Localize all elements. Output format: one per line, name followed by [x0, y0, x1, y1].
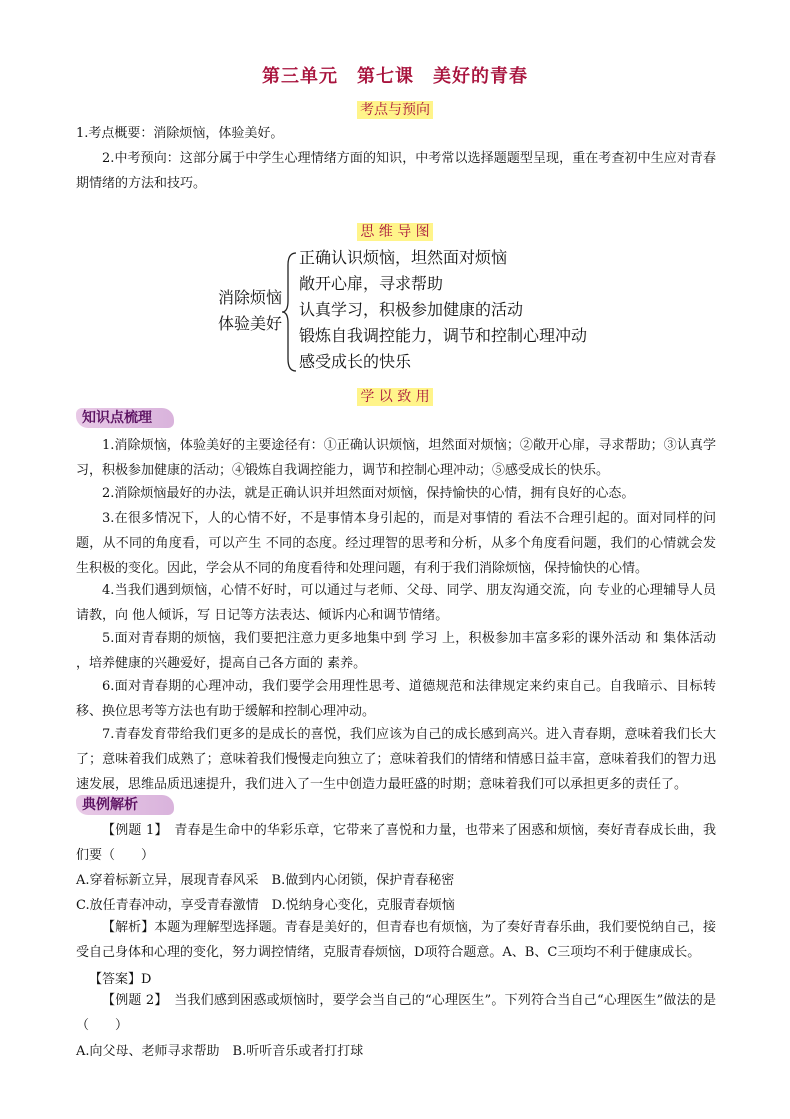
mindmap-branch-5: 感受成长的快乐	[299, 352, 412, 371]
mindmap-center-line-1: 消除烦恼	[218, 288, 283, 307]
mindmap-brace	[280, 251, 300, 373]
section-siwei	[0, 221, 790, 241]
kaodian-item-1: 1.考点概要：消除烦恼，体验美好。	[76, 126, 284, 141]
tag-zhishi: 知识点梳理	[76, 408, 174, 428]
zhishi-item-7: 7.青春发育带给我们更多的是成长的喜悦，我们应该为自己的成长感到高兴。进入青春期，意味着我们长大了；意味着我们成熟了；意味着我们慢慢走向独立了；意味着我们的情绪和情感日益丰富，意味着我们的智力迅速发展，思维品质迅速提升，我们进入了一生中创造力最旺盛的时期；意味着我们可以承担更多的责任了。	[76, 727, 716, 792]
example-2-options-ab: A.向父母、老师寻求帮助 B.听听音乐或者打打球	[76, 1044, 364, 1059]
mindmap-branch-4: 锻炼自我调控能力，调节和控制心理冲动	[299, 326, 588, 345]
mindmap-branch-2: 敞开心扉，寻求帮助	[299, 274, 444, 293]
zhishi-item-1: 1.消除烦恼，体验美好的主要途径有：①正确认识烦恼，坦然面对烦恼；②敞开心扉，寻求帮助；③认真学习，积极参加健康的活动；④锻炼自我调控能力，调节和控制心理冲动；⑤感受成长的快乐。	[76, 438, 716, 478]
example-1-analysis: 【解析】本题为理解型选择题。青春是美好的，但青春也有烦恼，为了奏好青春乐曲，我们要悦纳自己，接受自己身体和心理的变化，努力调控情绪，克服青春烦恼，D项符合题意。A、B、C三项均不利于健康成长。	[76, 920, 716, 960]
mindmap-branch-1: 正确认识烦恼，坦然面对烦恼	[299, 248, 508, 267]
zhishi-item-3: 3.在很多情况下，人的心情不好，不是事情本身引起的，而是对事情的 看法不合理引起的。面对同样的问题，从不同的角度看，可以产生 不同的态度。经过理智的思考和分析，从多个角度看问题，我们的心情就会发生积极的变化。因此，学会从不同的角度看待和处理问题，有利于我们消除烦恼，保持愉快的心情。	[76, 511, 716, 576]
zhishi-item-5: 5.面对青春期的烦恼，我们要把注意力更多地集中到 学习 上，积极参加丰富多彩的课外活动 和 集体活动 ，培养健康的兴趣爱好，提高自己各方面的 素养。	[76, 631, 716, 671]
example-1-answer: 【答案】D	[89, 972, 152, 987]
example-1-stem: 【例题 1】 青春是生命中的华彩乐章，它带来了喜悦和力量，也带来了困惑和烦恼，奏好青春成长曲，我们要（ ）	[76, 823, 716, 863]
zhishi-item-2: 2.消除烦恼最好的办法，就是正确认识并坦然面对烦恼，保持愉快的心情，拥有良好的心态。	[102, 486, 635, 501]
example-2-stem: 【例题 2】 当我们感到困惑或烦恼时，要学会当自己的“心理医生”。下列符合当自己“心理医生”做法的是（ ）	[76, 993, 716, 1033]
tag-dianli: 典例解析	[76, 795, 174, 815]
mindmap-branch-3: 认真学习，积极参加健康的活动	[299, 300, 524, 319]
section-xueyi-label: 学 以 致 用	[357, 388, 432, 406]
example-1-options-cd: C.放任青春冲动，享受青春激情 D.悦纳身心变化，克服青春烦恼	[76, 898, 455, 913]
mindmap-center-line-2: 体验美好	[218, 314, 283, 333]
zhishi-item-6: 6.面对青春期的心理冲动，我们要学会用理性思考、道德规范和法律规定来约束自己。自我暗示、目标转移、换位思考等方法也有助于缓解和控制心理冲动。	[76, 679, 716, 719]
section-siwei-label: 思 维 导 图	[357, 223, 432, 241]
section-xueyi	[0, 386, 790, 406]
page-title: 第三单元 第七课 美好的青春	[262, 66, 528, 87]
zhishi-item-4: 4.当我们遇到烦恼，心情不好时，可以通过与老师、父母、同学、朋友沟通交流，向 专业的心理辅导人员请教，向 他人倾诉，写 日记等方法表达、倾诉内心和调节情绪。	[76, 583, 716, 623]
section-kaodian-label: 考点与预向	[357, 101, 433, 119]
section-kaodian	[0, 99, 790, 119]
example-1-options-ab: A.穿着标新立异，展现青春风采 B.做到内心闭锁，保护青春秘密	[76, 873, 455, 888]
kaodian-item-2: 2.中考预向：这部分属于中学生心理情绪方面的知识，中考常以选择题题型呈现，重在考查初中生应对青春期情绪的方法和技巧。	[76, 151, 716, 191]
